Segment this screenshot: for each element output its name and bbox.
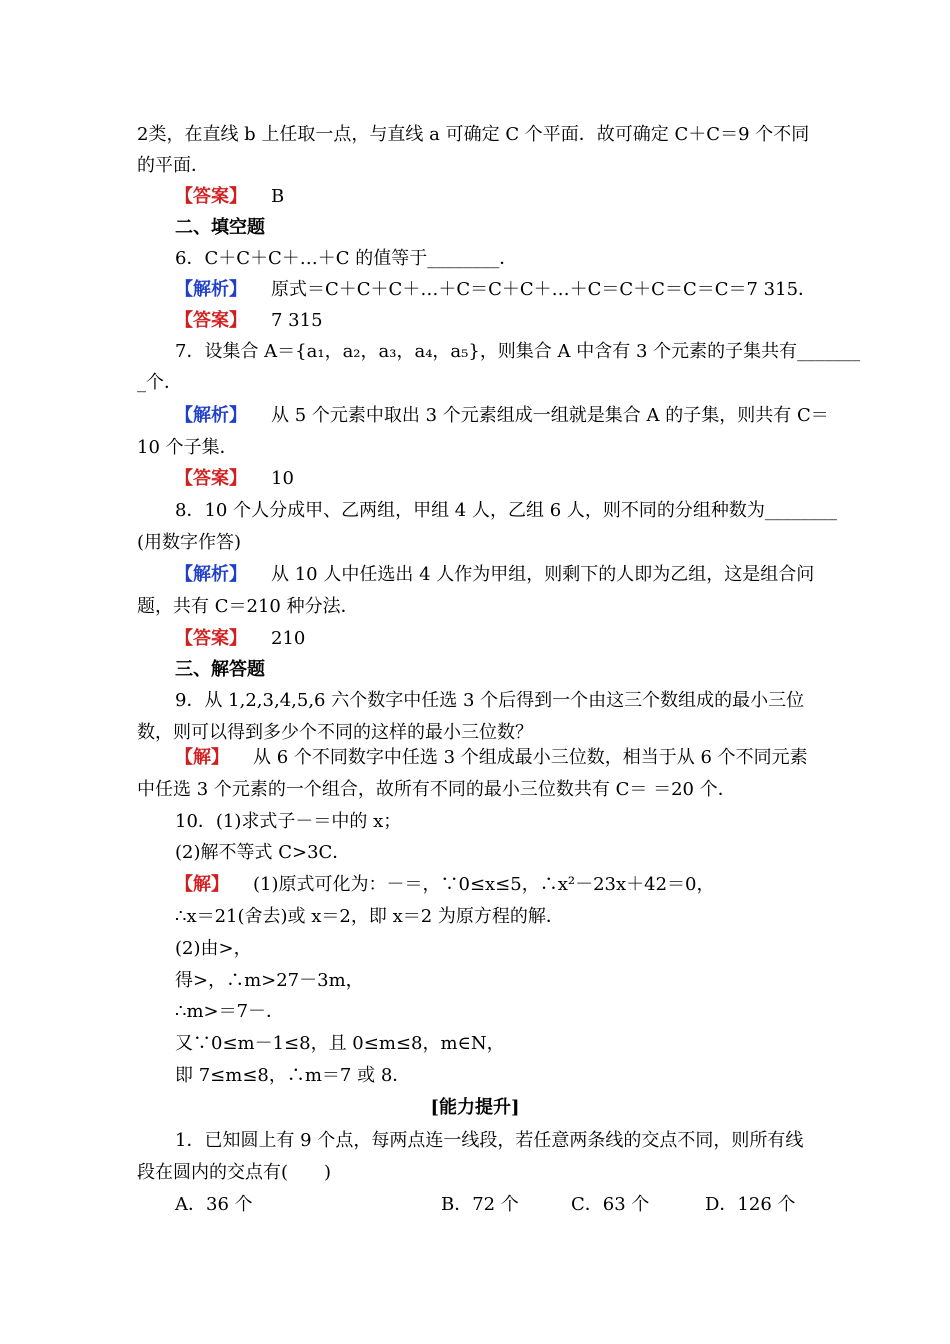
section-heading: 三、解答题: [175, 659, 265, 680]
answer-label: 【答案】: [175, 468, 247, 489]
option-c: C．63 个: [571, 1194, 650, 1215]
text-line: _个．: [137, 372, 182, 393]
solution-row: [175, 873, 715, 897]
section-heading: 二、填空题: [175, 217, 265, 238]
text-line: 又∵0≤m－1≤8，且 0≤m≤8，m∈N，: [175, 1033, 505, 1054]
answer-row: [175, 627, 305, 651]
solution-row: [175, 746, 808, 770]
text-line: 段在圆内的交点有( ): [137, 1162, 332, 1183]
analysis-text: 从 10 人中任选出 4 人作为甲组，则剩下的人即为乙组，这是组合问: [271, 564, 815, 585]
text-line: 题，共有 C＝210 种分法．: [137, 596, 359, 617]
answer-row: [175, 309, 323, 333]
analysis-text: 从 5 个元素中取出 3 个元素组成一组就是集合 A 的子集，则共有 C＝: [271, 405, 829, 426]
answer-label: 【答案】: [175, 310, 247, 331]
answer-row: [175, 185, 284, 209]
answer-row: [175, 467, 294, 491]
text-line: 中任选 3 个元素的一个组合，故所有不同的最小三位数共有 C＝ ＝20 个．: [137, 779, 736, 800]
analysis-row: [175, 563, 814, 587]
analysis-label: 【解析】: [175, 405, 247, 426]
text-line: 数，则可以得到多少个不同的这样的最小三位数？: [137, 722, 533, 743]
text-line: 2类，在直线 b 上任取一点，与直线 a 可确定 C 个平面．故可确定 C＋C＝9 个不同: [137, 124, 810, 145]
answer-label: 【答案】: [175, 628, 247, 649]
text-line: ∴m>＝7－．: [175, 1001, 285, 1022]
question-1: 1．已知圆上有 9 个点，每两点连一线段，若任意两条线的交点不同，则所有线: [175, 1130, 804, 1151]
solution-label: 【解】: [175, 747, 229, 768]
analysis-text: 原式＝C＋C＋C＋…＋C＝C＋C＋…＋C＝C＋C＝C＝C＝7 315．: [271, 279, 817, 300]
answer-value: 10: [271, 468, 294, 489]
text-line: (2)由>，: [175, 938, 252, 959]
analysis-row: [175, 278, 816, 302]
question-10: 10．(1)求式子－＝中的 x；: [175, 811, 402, 832]
option-b: B．72 个: [441, 1194, 519, 1215]
answer-value: 210: [271, 628, 306, 649]
solution-label: 【解】: [175, 874, 229, 895]
analysis-label: 【解析】: [175, 564, 247, 585]
text-line: (2)解不等式 C>3C．: [175, 842, 351, 863]
analysis-label: 【解析】: [175, 279, 247, 300]
question-7: 7．设集合 A＝{a₁，a₂，a₃，a₄，a₅}，则集合 A 中含有 3 个元素的子集共有_______: [175, 341, 861, 362]
text-line: 即 7≤m≤8，∴m＝7 或 8．: [175, 1065, 411, 1086]
question-6: 6．C＋C＋C＋…＋C 的值等于________．: [175, 248, 518, 269]
text-line: 得>，∴m>27－3m，: [175, 970, 364, 991]
option-a: A．36 个: [175, 1194, 253, 1215]
question-9: 9．从 1,2,3,4,5,6 六个数字中任选 3 个后得到一个由这三个数组成的最小三位: [175, 690, 805, 711]
solution-text: 从 6 个不同数字中任选 3 个组成最小三位数，相当于从 6 个不同元素: [253, 747, 808, 768]
text-line: ∴x＝21(舍去)或 x＝2，即 x＝2 为原方程的解．: [175, 906, 564, 927]
text-line: 10 个子集．: [137, 437, 238, 458]
analysis-row: [175, 404, 829, 428]
answer-label: 【答案】: [175, 186, 247, 207]
option-d: D．126 个: [705, 1194, 796, 1215]
text-line: (用数字作答): [137, 532, 242, 553]
question-8: 8．10 个人分成甲、乙两组，甲组 4 人，乙组 6 人，则不同的分组种数为________: [175, 500, 837, 521]
answer-value: B: [271, 186, 285, 207]
text-line: 的平面．: [137, 155, 209, 176]
section-title: [能力提升]: [430, 1097, 520, 1118]
solution-text: (1)原式可化为：－＝，∵0≤x≤5，∴x²－23x＋42＝0，: [253, 874, 715, 895]
answer-value: 7 315: [271, 310, 323, 331]
